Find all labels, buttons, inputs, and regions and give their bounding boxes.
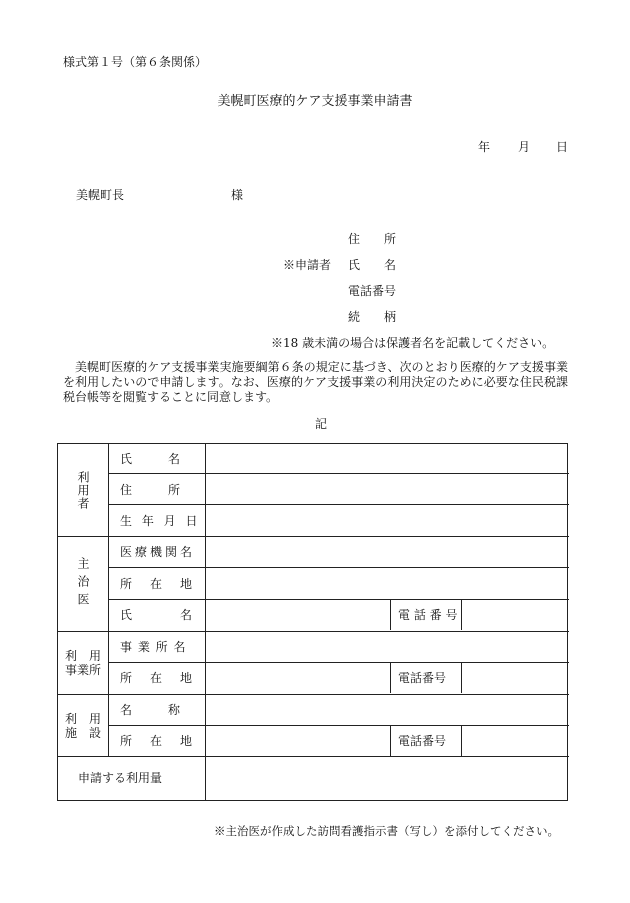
- body-paragraph: 美幌町医療的ケア支援事業実施要綱第６条の規定に基づき、次のとおり医療的ケア支援事業を利用したいので申請します。なお、医療的ケア支援事業の利用決定のために必要な住民税課税台帳等を閲覧することに同意します。: [63, 360, 568, 404]
- doctor-location-label: 所 在 地: [120, 577, 196, 591]
- office-name-field[interactable]: [206, 632, 568, 662]
- footer-note: ※主治医が作成した訪問看護指示書（写し）を添付してください。: [214, 824, 559, 838]
- applicant-relation-label: 続 柄: [348, 310, 397, 324]
- facility-location-field[interactable]: [206, 726, 389, 756]
- facility-location-label: 所 在 地: [120, 734, 196, 748]
- user-address-label: 住 所: [120, 483, 181, 497]
- doctor-group-label: 主治医: [76, 557, 90, 611]
- office-phone-label: 電話番号: [398, 671, 447, 685]
- user-name-label: 氏 名: [120, 452, 181, 466]
- addressee-name: 美幌町長: [76, 188, 125, 202]
- form-number: 様式第１号（第６条関係）: [63, 55, 208, 69]
- facility-name-label: 名 称: [120, 703, 181, 717]
- user-group-label: 利用者: [76, 470, 90, 510]
- date-month-label: 月: [518, 140, 531, 154]
- facility-group-line1: 利 用: [64, 711, 101, 726]
- user-birth-label: 生 年 月 日: [120, 514, 201, 528]
- usage-field[interactable]: [206, 757, 568, 801]
- usage-label: 申請する利用量: [78, 771, 163, 785]
- office-phone-field[interactable]: [462, 663, 568, 694]
- office-group-line1: 利 用: [64, 649, 101, 663]
- addressee-honorific: 様: [231, 188, 244, 202]
- doctor-institution-label: 医療機関名: [120, 545, 196, 559]
- date-year-label: 年: [478, 140, 491, 154]
- ki-label: 記: [315, 417, 328, 431]
- facility-group-line2: 施 設: [64, 725, 101, 740]
- date-day-label: 日: [556, 140, 569, 154]
- facility-name-field[interactable]: [206, 695, 568, 725]
- facility-group-label: [58, 695, 108, 756]
- office-group-line2: 事業所: [64, 663, 101, 677]
- facility-phone-label: 電話番号: [398, 734, 447, 748]
- user-address-field[interactable]: [206, 474, 568, 504]
- office-location-label: 所 在 地: [120, 671, 196, 685]
- user-name-field[interactable]: [206, 444, 568, 473]
- doctor-phone-field[interactable]: [462, 600, 568, 631]
- office-location-field[interactable]: [206, 663, 389, 694]
- doctor-name-label: 氏 名: [120, 608, 193, 622]
- office-name-label: 事 業 所 名: [120, 640, 187, 654]
- doctor-location-field[interactable]: [206, 568, 568, 599]
- doctor-name-field[interactable]: [206, 600, 389, 631]
- guardian-note: ※18 歳未満の場合は保護者名を記載してください。: [271, 336, 555, 350]
- facility-phone-field[interactable]: [462, 726, 568, 756]
- form-title: 美幌町医療的ケア支援事業申請書: [217, 94, 413, 109]
- applicant-label: ※申請者: [283, 258, 332, 272]
- doctor-institution-field[interactable]: [206, 537, 568, 567]
- user-birth-field[interactable]: [206, 505, 568, 536]
- applicant-phone-label: 電話番号: [348, 284, 397, 298]
- application-table: [57, 443, 568, 801]
- applicant-name-label: 氏 名: [348, 258, 397, 272]
- doctor-phone-label: 電 話 番 号: [398, 608, 458, 622]
- applicant-address-label: 住 所: [348, 232, 397, 246]
- office-group-label: [58, 632, 108, 694]
